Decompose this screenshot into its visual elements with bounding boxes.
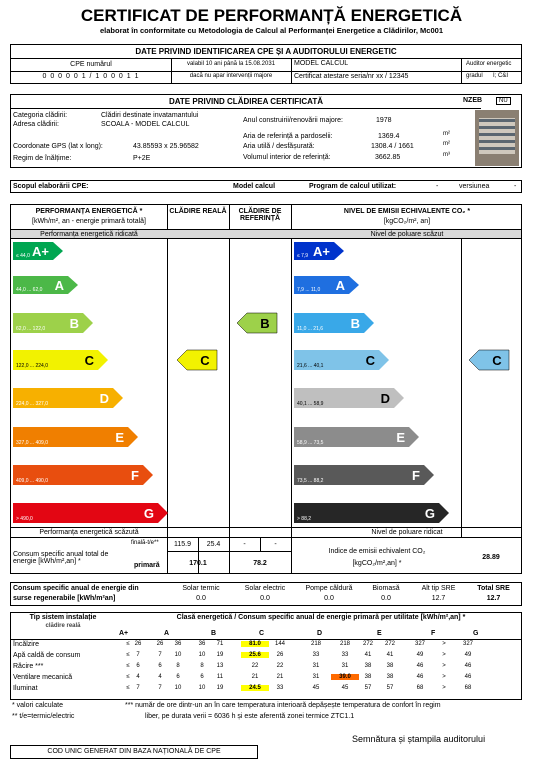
system-cell: 327 [414,641,425,647]
renewable-col-5: Total SRE [477,585,510,592]
unit-m2: m² [443,131,450,137]
energy-band-range: > 490,0 [16,516,33,522]
energy-band-letter: A [54,278,64,293]
cpe-number: 0 0 0 0 0 1 / 1 0 0 0 1 1 [42,73,140,80]
address-label: Adresa clădirii: [13,121,59,128]
co2-band-letter: C [365,353,375,368]
system-cell: > [442,674,446,680]
system-cell: 10 [174,685,182,691]
system-cell: 26 [156,641,164,647]
performance-section [10,204,522,574]
co2-class-marker [469,350,509,370]
grade-col-5: E [377,630,382,637]
system-header: Tip sistem instalație [29,614,97,621]
ref-class-marker [237,313,277,333]
scope-section [10,180,522,193]
perf-unit: [kWh/m², an - energie primară totală] [32,218,146,225]
volume-label: Volumul interior de referință: [243,154,331,161]
area-value: 1369.4 [378,133,400,140]
energy-class-bands [11,205,521,527]
grade-value: I; C&I [493,73,509,79]
system-cell: 41 [386,652,394,658]
co2-band-letter: A [335,278,345,293]
co2-unit: [kgCO₂/m², an] [383,218,431,225]
energy-band-range: 122,0 ... 224,0 [16,363,48,369]
system-cell: 57 [386,685,394,691]
unique-code-box [10,745,258,759]
system-cell: 11 [216,674,224,680]
energy-band-range: 409,0 ... 490,0 [16,478,48,484]
system-cell: 31 [312,674,320,680]
note-1: * valori calculate [12,702,63,709]
system-cell: 19 [216,685,224,691]
page-subtitle: elaborat în conformitate cu Metodologia de Calcul al Performanței Energetice a Clădirilor, Mc001 [99,26,443,35]
software-label: Program de calcul utilizat: [309,183,397,190]
renewable-col-3: Biomasă [372,585,400,592]
consumption-label: Consum specific anual total de energie [kWh/m²,an] * [13,551,109,565]
year-label: Anul construirii/renovării majore: [243,117,343,124]
renewable-col-0: Solar termic [182,585,220,592]
system-row-name: Iluminat [13,685,38,692]
system-cell: 19 [216,652,224,658]
system-cell: 68 [416,685,424,691]
system-cell: 36 [174,641,182,647]
system-cell: 81.0 [241,641,269,647]
energy-band-range: 62,0 ... 122,0 [16,326,46,332]
section2-title: DATE PRIVIND CLĂDIREA CERTIFICATĂ [168,97,324,106]
emission-label: Indice de emisii echivalent CO₂ [328,548,426,555]
system-cell: 13 [216,663,224,669]
renewable-val-5: 12.7 [486,595,501,602]
area-label: Aria de referință a pardoselii: [243,133,333,140]
system-cell: 71 [216,641,224,647]
system-cell: 4 [158,674,162,680]
auditor-section [10,44,522,84]
co2-band-range: 40,1 ... 58,9 [297,401,324,407]
system-cell: 22 [251,663,259,669]
emission-value: 28.89 [482,554,500,561]
system-cell: 21 [251,674,259,680]
scope-value: Model calcul [233,183,276,190]
validity-note: dacă nu apar intervenții majore [189,73,273,79]
grade-col-3: C [259,630,265,637]
system-row-name: Ventilare mecanică [13,674,73,681]
final-label: finală-t/e** [131,540,159,546]
co2-band-range: 11,0 ... 21,6 [297,326,324,332]
cert-number: Certificat atestare seria/nr xx / 12345 [294,73,409,80]
system-cell: 26 [134,641,142,647]
grade-col-2: B [211,630,217,637]
system-cell: 4 [136,674,140,680]
energy-band-letter: E [115,430,124,445]
unique-code-label: COD UNIC GENERAT DIN BAZA NAȚIONALĂ DE CPE [47,748,221,755]
co2-band-letter: D [380,391,390,406]
low-perf-label: Performanța energetică scăzută [39,529,139,536]
system-cell: ≤ [126,685,130,691]
volume-value: 3662.85 [375,154,401,161]
final-electric: 25.4 [206,541,221,548]
energy-band-letter: F [131,468,139,483]
useful-area-value: 1308.4 / 1661 [371,143,414,150]
system-cell: > [442,641,446,647]
system-cell: ≤ [126,674,130,680]
renewable-unit: surse regenerabile [kWh/m²an] [13,595,116,602]
section1-title: DATE PRIVIND IDENTIFICAREA CPE ȘI A AUDITORULUI ENERGETIC [135,47,397,56]
final-thermal: 115.9 [174,541,191,548]
renewables-section [10,582,522,606]
system-cell: 6 [176,674,180,680]
primary-label: primară [134,562,160,569]
system-cell: 7 [158,652,162,658]
system-cell: ≤ [126,641,130,647]
system-cell: ≤ [126,663,130,669]
note-2: ** t/e=termic/electric [12,713,75,720]
co2-band-range: ≤ 7,9 [297,253,309,259]
energy-band-range: 224,0 ... 327,0 [16,401,48,407]
renewable-col-1: Solar electric [244,585,286,592]
system-cell: > [442,663,446,669]
system-cell: 7 [136,685,140,691]
system-cell: 21 [276,674,284,680]
system-cell: 6 [200,674,204,680]
useful-area-label: Aria utilă / desfășurată: [243,143,315,150]
system-cell: 25.6 [241,652,269,658]
energy-band-letter: D [99,391,109,406]
version-value: - [514,183,517,190]
primary-ref: 78.2 [253,560,267,567]
system-subheader: clădire reală [45,623,81,629]
system-cell: 46 [464,674,472,680]
grade-col-7: G [473,630,479,637]
system-cell: 218 [310,641,321,647]
ref-final-thermal: - [243,541,246,548]
system-row-name: Apă caldă de consum [13,652,81,659]
ref-class-letter: B [260,316,270,331]
system-cell: 33 [276,685,284,691]
ref-header: CLĂDIRE DE REFERINȚĂ [238,208,282,222]
system-row-name: Încălzire [13,641,40,648]
system-cell: 36 [198,641,206,647]
unit-m2: m² [443,141,450,147]
building-section [10,94,522,168]
grade-col-6: F [431,630,436,637]
system-cell: 33 [341,652,349,658]
grade-col-0: A+ [119,630,129,637]
emission-unit: [kgCO₂/m²,an] * [352,560,402,567]
system-cell: 46 [464,663,472,669]
system-cell: 6 [136,663,140,669]
system-cell: 57 [364,685,372,691]
cpe-label: CPE numărul [70,61,112,68]
co2-band-range: 73,5 ... 88,2 [297,478,324,484]
auditor-label: Auditor energetic [466,61,512,67]
height-value: P+2E [133,155,151,162]
system-cell: 41 [364,652,372,658]
system-cell: 327 [462,641,473,647]
energy-band-range: ≤ 44,0 [16,253,30,259]
system-cell: 38 [386,663,394,669]
note-3: *** număr de ore dintr-un an în care temperatura interioară depășește temperatura de confort în regim [125,702,441,709]
renewable-val-3: 0.0 [381,595,391,602]
energy-band-letter: C [84,353,94,368]
energy-band-letter: B [69,316,79,331]
system-cell: 45 [312,685,320,691]
system-cell: 38 [364,674,372,680]
renewable-label: Consum specific anual de energie din [13,585,139,592]
co2-band-letter: B [350,316,360,331]
co2-band-letter: G [424,506,435,521]
nzeb-value: NU [496,97,511,105]
system-cell: > [442,652,446,658]
co2-band-range: 7,9 ... 11,0 [297,287,321,293]
renewable-col-4: Alt tip SRE [421,585,456,592]
real-class-letter: C [200,353,210,368]
system-cell: ≤ [126,652,130,658]
renewable-val-0: 0.0 [196,595,206,602]
system-cell: 10 [198,652,206,658]
co2-band-range: > 88,2 [297,516,312,522]
unit-m3: m³ [443,152,450,158]
perf-header: PERFORMANȚA ENERGETICĂ * [35,208,143,215]
grade-label: gradul [466,73,483,79]
system-cell: > [442,685,446,691]
co2-band-letter: A+ [313,244,330,259]
system-cell: 26 [276,652,284,658]
real-class-marker [177,350,217,370]
system-cell: 38 [386,674,394,680]
gps-label: Coordonate GPS (lat x long): [13,143,103,150]
system-cell: 8 [200,663,204,669]
ref-final-electric: - [274,541,277,548]
system-cell: 38 [364,663,372,669]
system-cell: 49 [464,652,472,658]
system-cell: 6 [158,663,162,669]
auditor-name: MODEL CALCUL [294,60,349,67]
system-cell: 46 [416,663,424,669]
building-photo [475,110,519,166]
system-cell: 68 [464,685,472,691]
real-header: CLĂDIRE REALĂ [169,208,227,215]
page-title: CERTIFICAT DE PERFORMANȚĂ ENERGETICĂ [80,6,463,25]
system-cell: 10 [174,652,182,658]
system-cell: 10 [198,685,206,691]
software-value: - [436,183,439,190]
renewable-val-1: 0.0 [260,595,270,602]
grade-col-1: A [164,630,170,637]
system-cell: 31 [341,663,349,669]
gps-value: 43.85593 x 25.96582 [133,143,199,150]
system-cell: 45 [341,685,349,691]
signature-label: Semnătura și ștampila auditorului [352,734,486,744]
systems-section [10,612,522,700]
system-cell: 144 [274,641,285,647]
height-label: Regim de înălțime: [13,155,72,162]
system-cell: 31 [312,663,320,669]
category-label: Categoria clădirii: [13,112,68,119]
year-value: 1978 [376,117,392,124]
system-cell: 272 [362,641,373,647]
co2-band-letter: E [396,430,405,445]
high-perf-label: Performanța energetică ridicată [40,231,138,238]
system-cell: 218 [339,641,350,647]
nzeb-label: NZEB [463,97,483,104]
co2-class-letter: C [492,353,502,368]
renewable-col-2: Pompe căldură [305,585,353,592]
system-cell: 39.0 [331,674,359,680]
co2-band-range: 58,9 ... 73,5 [297,440,324,446]
renewable-val-2: 0.0 [324,595,334,602]
system-cell: 33 [312,652,320,658]
classes-header: Clasă energetică / Consum specific anual de energie primară per utilitate [kWh/m²,an] * [176,614,466,621]
energy-band-letter: A+ [32,244,49,259]
version-label: versiunea [459,183,490,190]
co2-band-range: 21,6 ... 40,1 [297,363,324,369]
system-cell: 24.5 [241,685,269,691]
system-cell: 7 [158,685,162,691]
energy-band-range: 327,0 ... 409,0 [16,440,48,446]
system-cell: 7 [136,652,140,658]
system-cell: 272 [384,641,395,647]
category-value: Clădiri destinate invatamantului [101,112,199,119]
grade-col-4: D [317,630,323,637]
note-4: liber, pe durata verii = 6036 h și este aferentă zonei termice ZTC1.1 [145,713,355,720]
system-cell: 22 [276,663,284,669]
system-row-name: Răcire *** [13,663,44,670]
high-pollution-label: Nivel de poluare ridicat [371,529,443,536]
system-cell: 46 [416,674,424,680]
system-cell: 8 [176,663,180,669]
energy-band-range: 44,0 ... 62,0 [16,287,43,293]
co2-header: NIVEL DE EMISII ECHIVALENTE CO₂ * [343,208,471,215]
renewable-val-4: 12.7 [431,595,446,602]
scope-label: Scopul elaborării CPE: [13,183,89,190]
primary-real: 170.1 [189,560,207,567]
validity: valabil 10 ani până la 15.08.2031 [186,61,276,67]
address-value: SCOALA - MODEL CALCUL [101,121,190,128]
system-cell: 49 [416,652,424,658]
co2-band-letter: F [412,468,420,483]
energy-band-letter: G [143,506,154,521]
low-pollution-label: Nivel de poluare scăzut [370,231,444,238]
